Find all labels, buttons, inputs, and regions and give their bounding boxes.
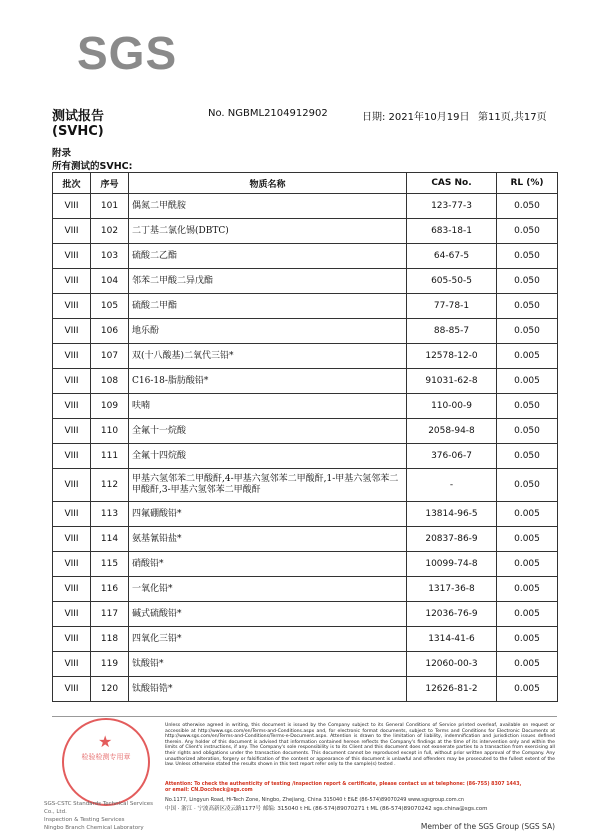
report-number: No. NGBML2104912902 xyxy=(208,108,328,119)
cell-batch: VIII xyxy=(53,502,91,527)
table-row xyxy=(53,552,558,577)
table-row xyxy=(53,444,558,469)
cell-batch: VIII xyxy=(53,602,91,627)
cell-seq: 112 xyxy=(91,469,129,502)
cell-seq: 114 xyxy=(91,527,129,552)
table-row xyxy=(53,269,558,294)
table-row xyxy=(53,602,558,627)
cell-batch: VIII xyxy=(53,344,91,369)
table-row xyxy=(53,527,558,552)
header-rl: RL (%) xyxy=(497,173,558,194)
cell-batch: VIII xyxy=(53,577,91,602)
cell-rl: 0.005 xyxy=(497,527,558,552)
appendix-label: 附录 xyxy=(52,148,72,159)
cell-cas-no: 10099-74-8 xyxy=(407,552,497,577)
cell-cas-no: 20837-86-9 xyxy=(407,527,497,552)
cell-rl: 0.005 xyxy=(497,677,558,702)
cell-batch: VIII xyxy=(53,394,91,419)
report-subtitle: (SVHC) xyxy=(52,124,104,139)
cell-substance-name: 偶氮二甲酰胺 xyxy=(129,194,407,219)
cell-rl: 0.050 xyxy=(497,194,558,219)
authenticity-line: Attention: To check the authenticity of testing /inspection report & certificate, please contact us at telephone: (86-755) 8307 1443, xyxy=(165,782,522,787)
table-header-row xyxy=(53,173,558,194)
cell-cas-no: 91031-62-8 xyxy=(407,369,497,394)
cell-seq: 116 xyxy=(91,577,129,602)
cell-batch: VIII xyxy=(53,627,91,652)
cell-rl: 0.005 xyxy=(497,652,558,677)
cell-batch: VIII xyxy=(53,319,91,344)
cell-cas-no: 1314-41-6 xyxy=(407,627,497,652)
authenticity-email[interactable]: or email: CN.Doccheck@sgs.com xyxy=(165,788,253,793)
table-row xyxy=(53,344,558,369)
cell-substance-name: 硫酸二甲酯 xyxy=(129,294,407,319)
header-cas: CAS No. xyxy=(407,173,497,194)
cell-cas-no: - xyxy=(407,469,497,502)
legal-disclaimer: Unless otherwise agreed in writing, this document is issued by the Company subject to its General Conditions of Service printed overleaf, available on request or accessible at http://www.sgs.com/en/Terms-and-Conditions.aspx and, for electronic format documents, subject to Terms and Conditions for Electronic Documents at http://www.sgs.com/en/Terms-and-Conditions/Terms-e-Document.aspx. Attention is drawn to the limitation of liability, indemnification and jurisdiction issues defined therein. Any holder of this document is advised that information contained hereon reflects the Company's findings at the time of its intervention only and within the limits of Client's instructions, if any. The Company's sole responsibility is to its Client and this document does not exonerate parties to a transaction from exercising all their rights and obligations under the transaction documents. This document cannot be reproduced except in full, without prior written approval of the Company. Any unauthorized alteration, forgery or falsification of the content or appearance of this document is unlawful and offenders may be prosecuted to the fullest extent of the law. Unless otherwise stated the results shown in this test report refer only to the sample(s) tested . xyxy=(165,723,555,768)
cell-batch: VIII xyxy=(53,527,91,552)
cell-substance-name: 二丁基二氯化锡(DBTC) xyxy=(129,219,407,244)
cell-seq: 117 xyxy=(91,602,129,627)
cell-cas-no: 12578-12-0 xyxy=(407,344,497,369)
cell-substance-name: 全氟十四烷酸 xyxy=(129,444,407,469)
cell-substance-name: 地乐酚 xyxy=(129,319,407,344)
cell-rl: 0.005 xyxy=(497,552,558,577)
header-name: 物质名称 xyxy=(129,173,407,194)
table-row xyxy=(53,652,558,677)
cell-rl: 0.005 xyxy=(497,369,558,394)
cell-substance-name: C16-18-脂肪酸铅* xyxy=(129,369,407,394)
cell-rl: 0.050 xyxy=(497,469,558,502)
authenticity-notice xyxy=(165,782,555,794)
report-date: 日期: 2021年10月19日 xyxy=(362,112,470,123)
cell-cas-no: 12626-81-2 xyxy=(407,677,497,702)
cell-rl: 0.050 xyxy=(497,419,558,444)
header-seq: 序号 xyxy=(91,173,129,194)
cell-rl: 0.050 xyxy=(497,319,558,344)
cell-batch: VIII xyxy=(53,269,91,294)
cell-rl: 0.005 xyxy=(497,344,558,369)
cell-seq: 101 xyxy=(91,194,129,219)
table-row xyxy=(53,627,558,652)
cell-batch: VIII xyxy=(53,194,91,219)
cell-substance-name: 硫酸二乙酯 xyxy=(129,244,407,269)
table-row xyxy=(53,369,558,394)
cell-seq: 103 xyxy=(91,244,129,269)
seal-caption-line: Ningbo Branch Chemical Laboratory xyxy=(44,825,144,831)
member-statement: Member of the SGS Group (SGS SA) xyxy=(420,822,555,831)
cell-cas-no: 64-67-5 xyxy=(407,244,497,269)
svhc-list-label: 所有测试的SVHC: xyxy=(52,161,133,172)
cell-cas-no: 12036-76-9 xyxy=(407,602,497,627)
cell-rl: 0.050 xyxy=(497,394,558,419)
cell-cas-no: 2058-94-8 xyxy=(407,419,497,444)
address-english: No.1177, Lingyun Road, Hi-Tech Zone, Ningbo, Zhejiang, China 315040 t E&E (86-574)89070249 www.sgsgroup.com.cn xyxy=(165,797,465,803)
cell-substance-name: 甲基六氢邻苯二甲酸酐,4-甲基六氢邻苯二甲酸酐,1-甲基六氢邻苯二甲酸酐,3-甲基六氢邻苯二甲酸酐 xyxy=(129,469,407,502)
cell-substance-name: 四氧化三铅* xyxy=(129,627,407,652)
cell-rl: 0.005 xyxy=(497,502,558,527)
cell-substance-name: 四氟硼酸铅* xyxy=(129,502,407,527)
table-row xyxy=(53,394,558,419)
cell-substance-name: 钛酸铅* xyxy=(129,652,407,677)
cell-seq: 104 xyxy=(91,269,129,294)
cell-seq: 118 xyxy=(91,627,129,652)
cell-substance-name: 硝酸铅* xyxy=(129,552,407,577)
seal-star-icon: ★ xyxy=(98,732,113,751)
header-batch: 批次 xyxy=(53,173,91,194)
table-row xyxy=(53,419,558,444)
cell-batch: VIII xyxy=(53,444,91,469)
cell-cas-no: 110-00-9 xyxy=(407,394,497,419)
cell-batch: VIII xyxy=(53,244,91,269)
table-row xyxy=(53,502,558,527)
company-address xyxy=(165,796,555,814)
cell-rl: 0.050 xyxy=(497,269,558,294)
cell-seq: 108 xyxy=(91,369,129,394)
cell-cas-no: 123-77-3 xyxy=(407,194,497,219)
svhc-table xyxy=(52,172,558,702)
sgs-logo: SGS xyxy=(77,27,178,79)
cell-batch: VIII xyxy=(53,552,91,577)
table-row xyxy=(53,244,558,269)
table-row xyxy=(53,194,558,219)
cell-substance-name: 一氧化铅* xyxy=(129,577,407,602)
cell-batch: VIII xyxy=(53,419,91,444)
cell-seq: 106 xyxy=(91,319,129,344)
cell-substance-name: 碱式硫酸铅* xyxy=(129,602,407,627)
seal-caption-line: SGS-CSTC Standards Technical Services Co., Ltd. xyxy=(44,801,154,815)
cell-substance-name: 钛酸铅锆* xyxy=(129,677,407,702)
cell-batch: VIII xyxy=(53,469,91,502)
address-chinese: 中国 · 浙江 · 宁波高新区凌云路1177号 邮编: 315040 t HL (86-574)89070271 t ML (86-574)89070242 sgs.china@sgs.com xyxy=(165,806,488,812)
cell-substance-name: 呋喃 xyxy=(129,394,407,419)
cell-seq: 111 xyxy=(91,444,129,469)
cell-cas-no: 1317-36-8 xyxy=(407,577,497,602)
table-row xyxy=(53,219,558,244)
cell-seq: 105 xyxy=(91,294,129,319)
cell-rl: 0.005 xyxy=(497,577,558,602)
cell-batch: VIII xyxy=(53,652,91,677)
cell-seq: 113 xyxy=(91,502,129,527)
cell-batch: VIII xyxy=(53,294,91,319)
cell-cas-no: 12060-00-3 xyxy=(407,652,497,677)
cell-cas-no: 376-06-7 xyxy=(407,444,497,469)
table-body xyxy=(53,194,558,702)
table-row xyxy=(53,577,558,602)
cell-substance-name: 全氟十一烷酸 xyxy=(129,419,407,444)
cell-cas-no: 683-18-1 xyxy=(407,219,497,244)
cell-seq: 115 xyxy=(91,552,129,577)
footer-divider xyxy=(52,716,557,717)
cell-batch: VIII xyxy=(53,369,91,394)
seal-caption-line: Inspection & Testing Services xyxy=(44,817,125,823)
report-title: 测试报告 xyxy=(52,109,105,124)
cell-cas-no: 88-85-7 xyxy=(407,319,497,344)
cell-cas-no: 605-50-5 xyxy=(407,269,497,294)
cell-batch: VIII xyxy=(53,219,91,244)
cell-cas-no: 13814-96-5 xyxy=(407,502,497,527)
cell-rl: 0.005 xyxy=(497,602,558,627)
seal-caption xyxy=(44,800,164,832)
page-indicator: 第11页,共17页 xyxy=(478,112,547,123)
cell-seq: 110 xyxy=(91,419,129,444)
table-row xyxy=(53,677,558,702)
cell-batch: VIII xyxy=(53,677,91,702)
cell-substance-name: 双(十八酸基)二氧代三铅* xyxy=(129,344,407,369)
cell-seq: 102 xyxy=(91,219,129,244)
cell-rl: 0.050 xyxy=(497,219,558,244)
cell-cas-no: 77-78-1 xyxy=(407,294,497,319)
seal-text: 检验检测专用章 xyxy=(81,753,131,761)
cell-substance-name: 邻苯二甲酸二异戊酯 xyxy=(129,269,407,294)
cell-substance-name: 氨基氰铅盐* xyxy=(129,527,407,552)
cell-seq: 107 xyxy=(91,344,129,369)
cell-rl: 0.005 xyxy=(497,627,558,652)
inspection-seal xyxy=(62,718,150,806)
cell-seq: 109 xyxy=(91,394,129,419)
table-row xyxy=(53,469,558,502)
cell-seq: 120 xyxy=(91,677,129,702)
cell-rl: 0.050 xyxy=(497,444,558,469)
cell-rl: 0.050 xyxy=(497,294,558,319)
table-row xyxy=(53,294,558,319)
cell-seq: 119 xyxy=(91,652,129,677)
table-row xyxy=(53,319,558,344)
cell-rl: 0.050 xyxy=(497,244,558,269)
